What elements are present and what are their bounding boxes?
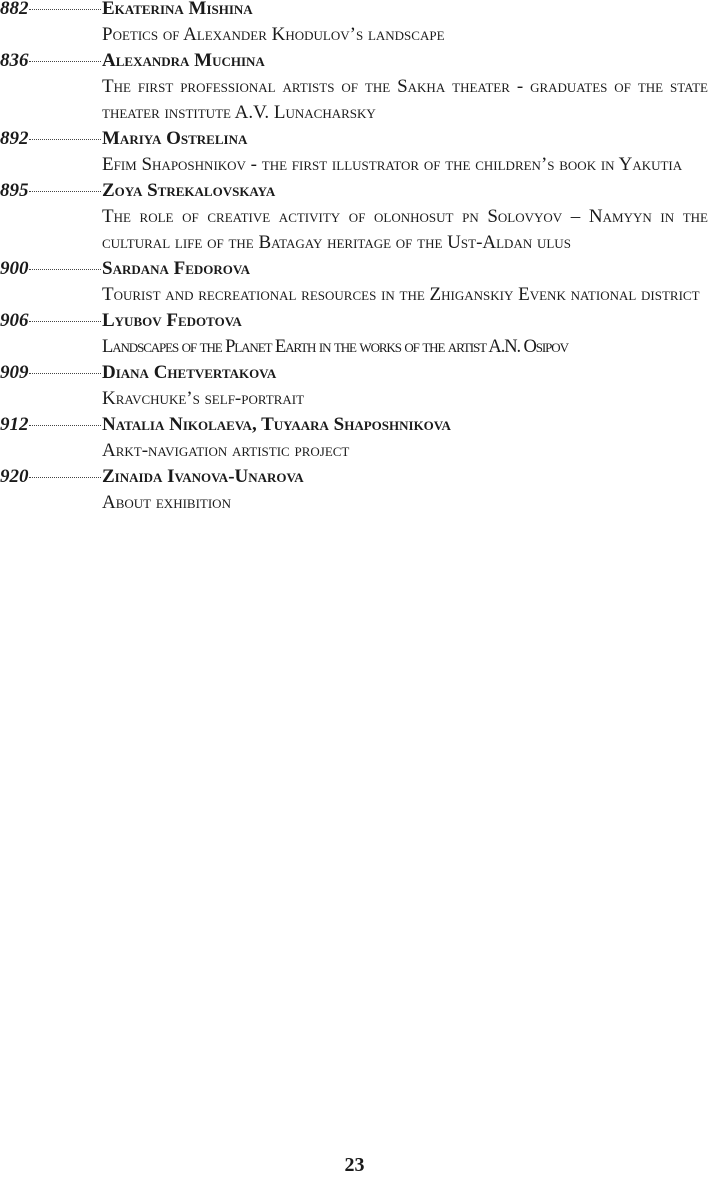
table-of-contents [0,0,709,516]
toc-page-number: 909 [0,360,102,386]
toc-page-number: 900 [0,256,102,282]
toc-entry [0,308,709,360]
toc-page-number: 882 [0,0,102,22]
toc-author: Ekaterina Mishina [102,0,253,19]
toc-title: The first professional artists of the Sakha theater - graduates of the state theater institute A.V. Lunacharsky [102,76,708,123]
toc-author: Alexandra Muchina [102,50,265,71]
toc-author: Zinaida Ivanova-Unarova [102,466,304,487]
toc-page-number: 912 [0,412,102,438]
toc-title: Kravchuke’s self-portrait [102,388,305,409]
toc-author: Mariya Ostrelina [102,128,248,149]
dot-leader [29,191,102,192]
toc-entry [0,0,709,48]
toc-page-number: 920 [0,464,102,490]
dot-leader [29,139,102,140]
toc-title: About exhibition [102,492,231,513]
dot-leader [29,321,102,322]
toc-title: Arkt-navigation artistic project [102,440,350,461]
dot-leader [29,373,102,374]
dot-leader [29,61,102,62]
toc-page-number: 906 [0,308,102,334]
toc-title: The role of creative activity of olonhosut pn Solovyov – Namyyn in the cultural life of the Batagay heritage of the Ust-Aldan ulus [102,206,708,253]
toc-author: Sardana Fedorova [102,258,251,279]
toc-entry [0,48,709,126]
toc-author: Diana Chetvertakova [102,362,277,383]
toc-entry [0,256,709,308]
toc-title: Tourist and recreational resources in the Zhiganskiy Evenk national district [102,284,700,305]
toc-author: Zoya Strekalovskaya [102,180,276,201]
toc-entry [0,412,709,464]
toc-title: Poetics of Alexander Khodulov’s landscape [102,24,445,45]
toc-entry [0,126,709,178]
dot-leader [29,425,102,426]
toc-author: Lyubov Fedotova [102,310,242,331]
toc-title: Efim Shaposhnikov - the first illustrator of the children’s book in Yakutia [102,154,683,175]
page-number: 23 [344,1154,365,1176]
dot-leader [29,9,102,10]
toc-page-number: 892 [0,126,102,152]
toc-entry [0,464,709,516]
toc-title: Landscapes of the Planet Earth in the works of the artist A.N. Osipov [102,337,568,357]
toc-author: Natalia Nikolaeva, Tuyaara Shaposhnikova [102,414,451,435]
toc-entry [0,360,709,412]
toc-entry [0,178,709,256]
toc-page-number: 836 [0,48,102,74]
dot-leader [29,269,102,270]
toc-page-number: 895 [0,178,102,204]
dot-leader [29,477,102,478]
